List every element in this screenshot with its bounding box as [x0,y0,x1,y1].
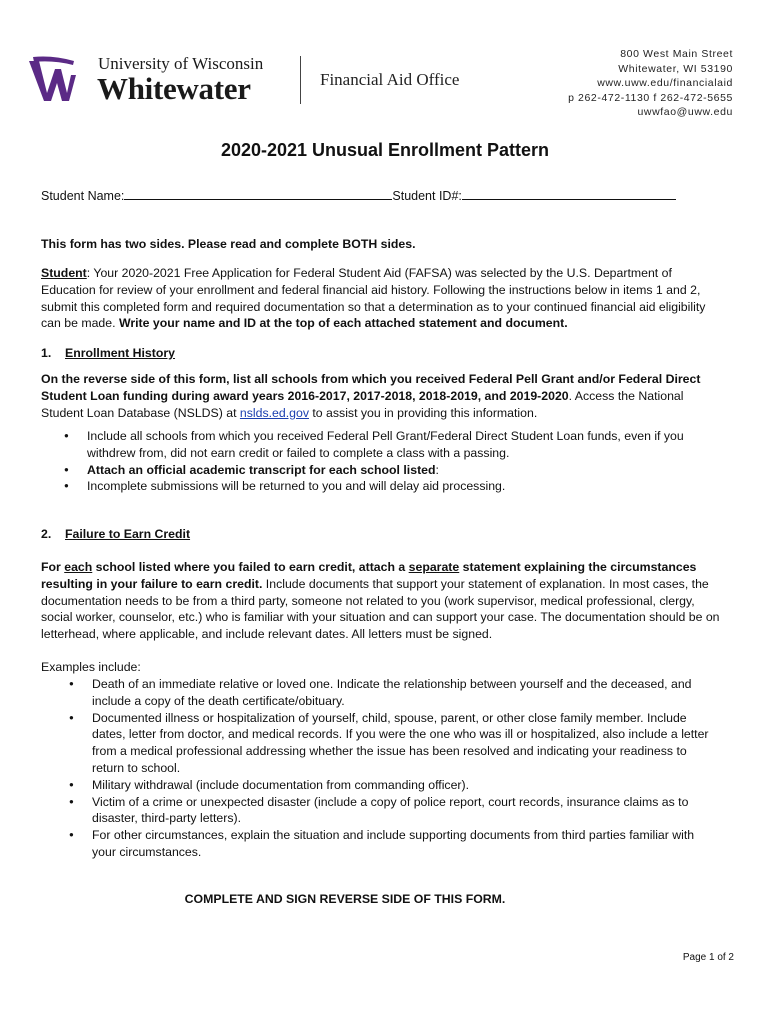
page-title: 2020-2021 Unusual Enrollment Pattern [220,140,550,160]
intro-paragraph [41,265,721,332]
section-1-paragraph [41,371,721,421]
section-1-title: Enrollment History [65,346,176,360]
section-2-separate: separate [408,560,460,574]
list-item [63,462,693,479]
intro-bold-tail: Write your name and ID at the top of each attached statement and document. [118,316,568,331]
uww-logo-icon [27,55,77,105]
contact-block [568,47,733,120]
complete-instruction: COMPLETE AND SIGN REVERSE SIDE OF THIS FORM. [184,892,506,906]
section-2-for: For [41,560,65,574]
intro-text: : Your 2020-2021 Free Application for Federal Student Aid (FAFSA) was selected by the U.S. Department of Education for review of your enrollment and federal financial aid history. Following the instructions below in items 1 and 2, submit this completed form and required documentation so that a determination as to your continued financial aid eligibility can be made. [41,266,706,331]
examples-label: Examples include: [41,660,141,674]
section-2-rest: Include documents that support your statement of explanation. In most cases, the documentation needs to be from a third party, someone not related to you (work supervisor, medical professional, clergy, social worker, counselor, etc.) who is familiar with your situation and can support your case. The documentation should be on letterhead, where applicable, and include relevant dates. All letters must be signed. [41,576,720,642]
office-name: Financial Aid Office [320,70,460,89]
intro-label: Student [41,266,87,280]
section-1-heading [41,346,175,360]
section-2-each: each [64,560,93,574]
list-item: ● Death of an immediate relative or loved one. Indicate the relationship between yourself and the deceased, and include a copy of the death certificate/obituary. [68,676,714,710]
address-city: Whitewater, WI 53190 [618,62,733,75]
list-item: ● Documented illness or hospitalization of yourself, child, spouse, parent, or other close family member. Include dates, letter from doctor, and medical records. If you were the one who was ill or hospitalized, also include a letter from a medical professional addressing whether the issue has been resolved and indicating your readiness to return to school. [68,710,714,777]
email-link[interactable]: uwwfao@uww.edu [637,106,733,119]
section-2-heading [41,527,190,541]
section-2-mid: school listed where you failed to earn credit, attach a [92,560,409,574]
list-item-suffix: : [435,462,439,477]
section-2-paragraph [41,559,721,643]
page-number: Page 1 of 2 [682,952,734,963]
student-id-label: Student ID#: [392,189,462,203]
student-fields [41,188,676,203]
address-street: 800 West Main Street [620,48,733,60]
examples-list [68,676,714,861]
website-link[interactable]: www.uww.edu/financialaid [597,77,733,90]
list-item: ● Military withdrawal (include documentation from commanding officer). [68,777,714,794]
section-1-number: 1. [41,346,52,360]
section-1-bold: On the reverse side of this form, list all schools from which you received Federal Pell Grant and/or Federal Direct Student Loan funding during award years 2016-2017, 2017-2018, 2018-2019, and 2019-2020 [41,372,701,403]
section-1-end: to assist you in providing this information. [308,405,538,420]
transcript-requirement: Attach an official academic transcript for each school listed [87,462,436,477]
list-item: ● Incomplete submissions will be returned to you and will delay aid processing. [63,478,693,495]
nslds-link[interactable]: nslds.ed.gov [239,405,309,420]
section-2-title: Failure to Earn Credit [65,527,191,541]
university-name: University of Wisconsin [98,54,264,73]
list-item: ● For other circumstances, explain the situation and include supporting documents from third parties familiar with your circumstances. [68,827,714,861]
student-id-field[interactable] [462,188,676,200]
list-item: ● Victim of a crime or unexpected disaster (include a copy of police report, court records, insurance claims as to disaster, third-party letters). [68,794,714,828]
section-2-bold-end: statement explaining the circumstances resulting in your failure to earn credit. [41,560,697,591]
list-item: ● Include all schools from which you received Federal Pell Grant/Federal Direct Student Loan funds, even if you withdrew from, did not earn credit or failed to complete a class with a passing. [63,428,693,462]
two-sides-notice: This form has two sides. Please read and complete BOTH sides. [41,237,416,251]
phone-fax: p 262-472-1130 f 262-472-5655 [568,91,733,104]
university-campus: Whitewater [97,71,251,106]
section-1-mid: . Access the National Student Loan Database (NSLDS) at [41,388,684,420]
student-name-label: Student Name: [41,189,125,203]
header-divider [300,56,301,104]
section-1-bullets [63,428,693,495]
student-name-field[interactable] [124,188,392,200]
section-2-number: 2. [41,527,52,541]
